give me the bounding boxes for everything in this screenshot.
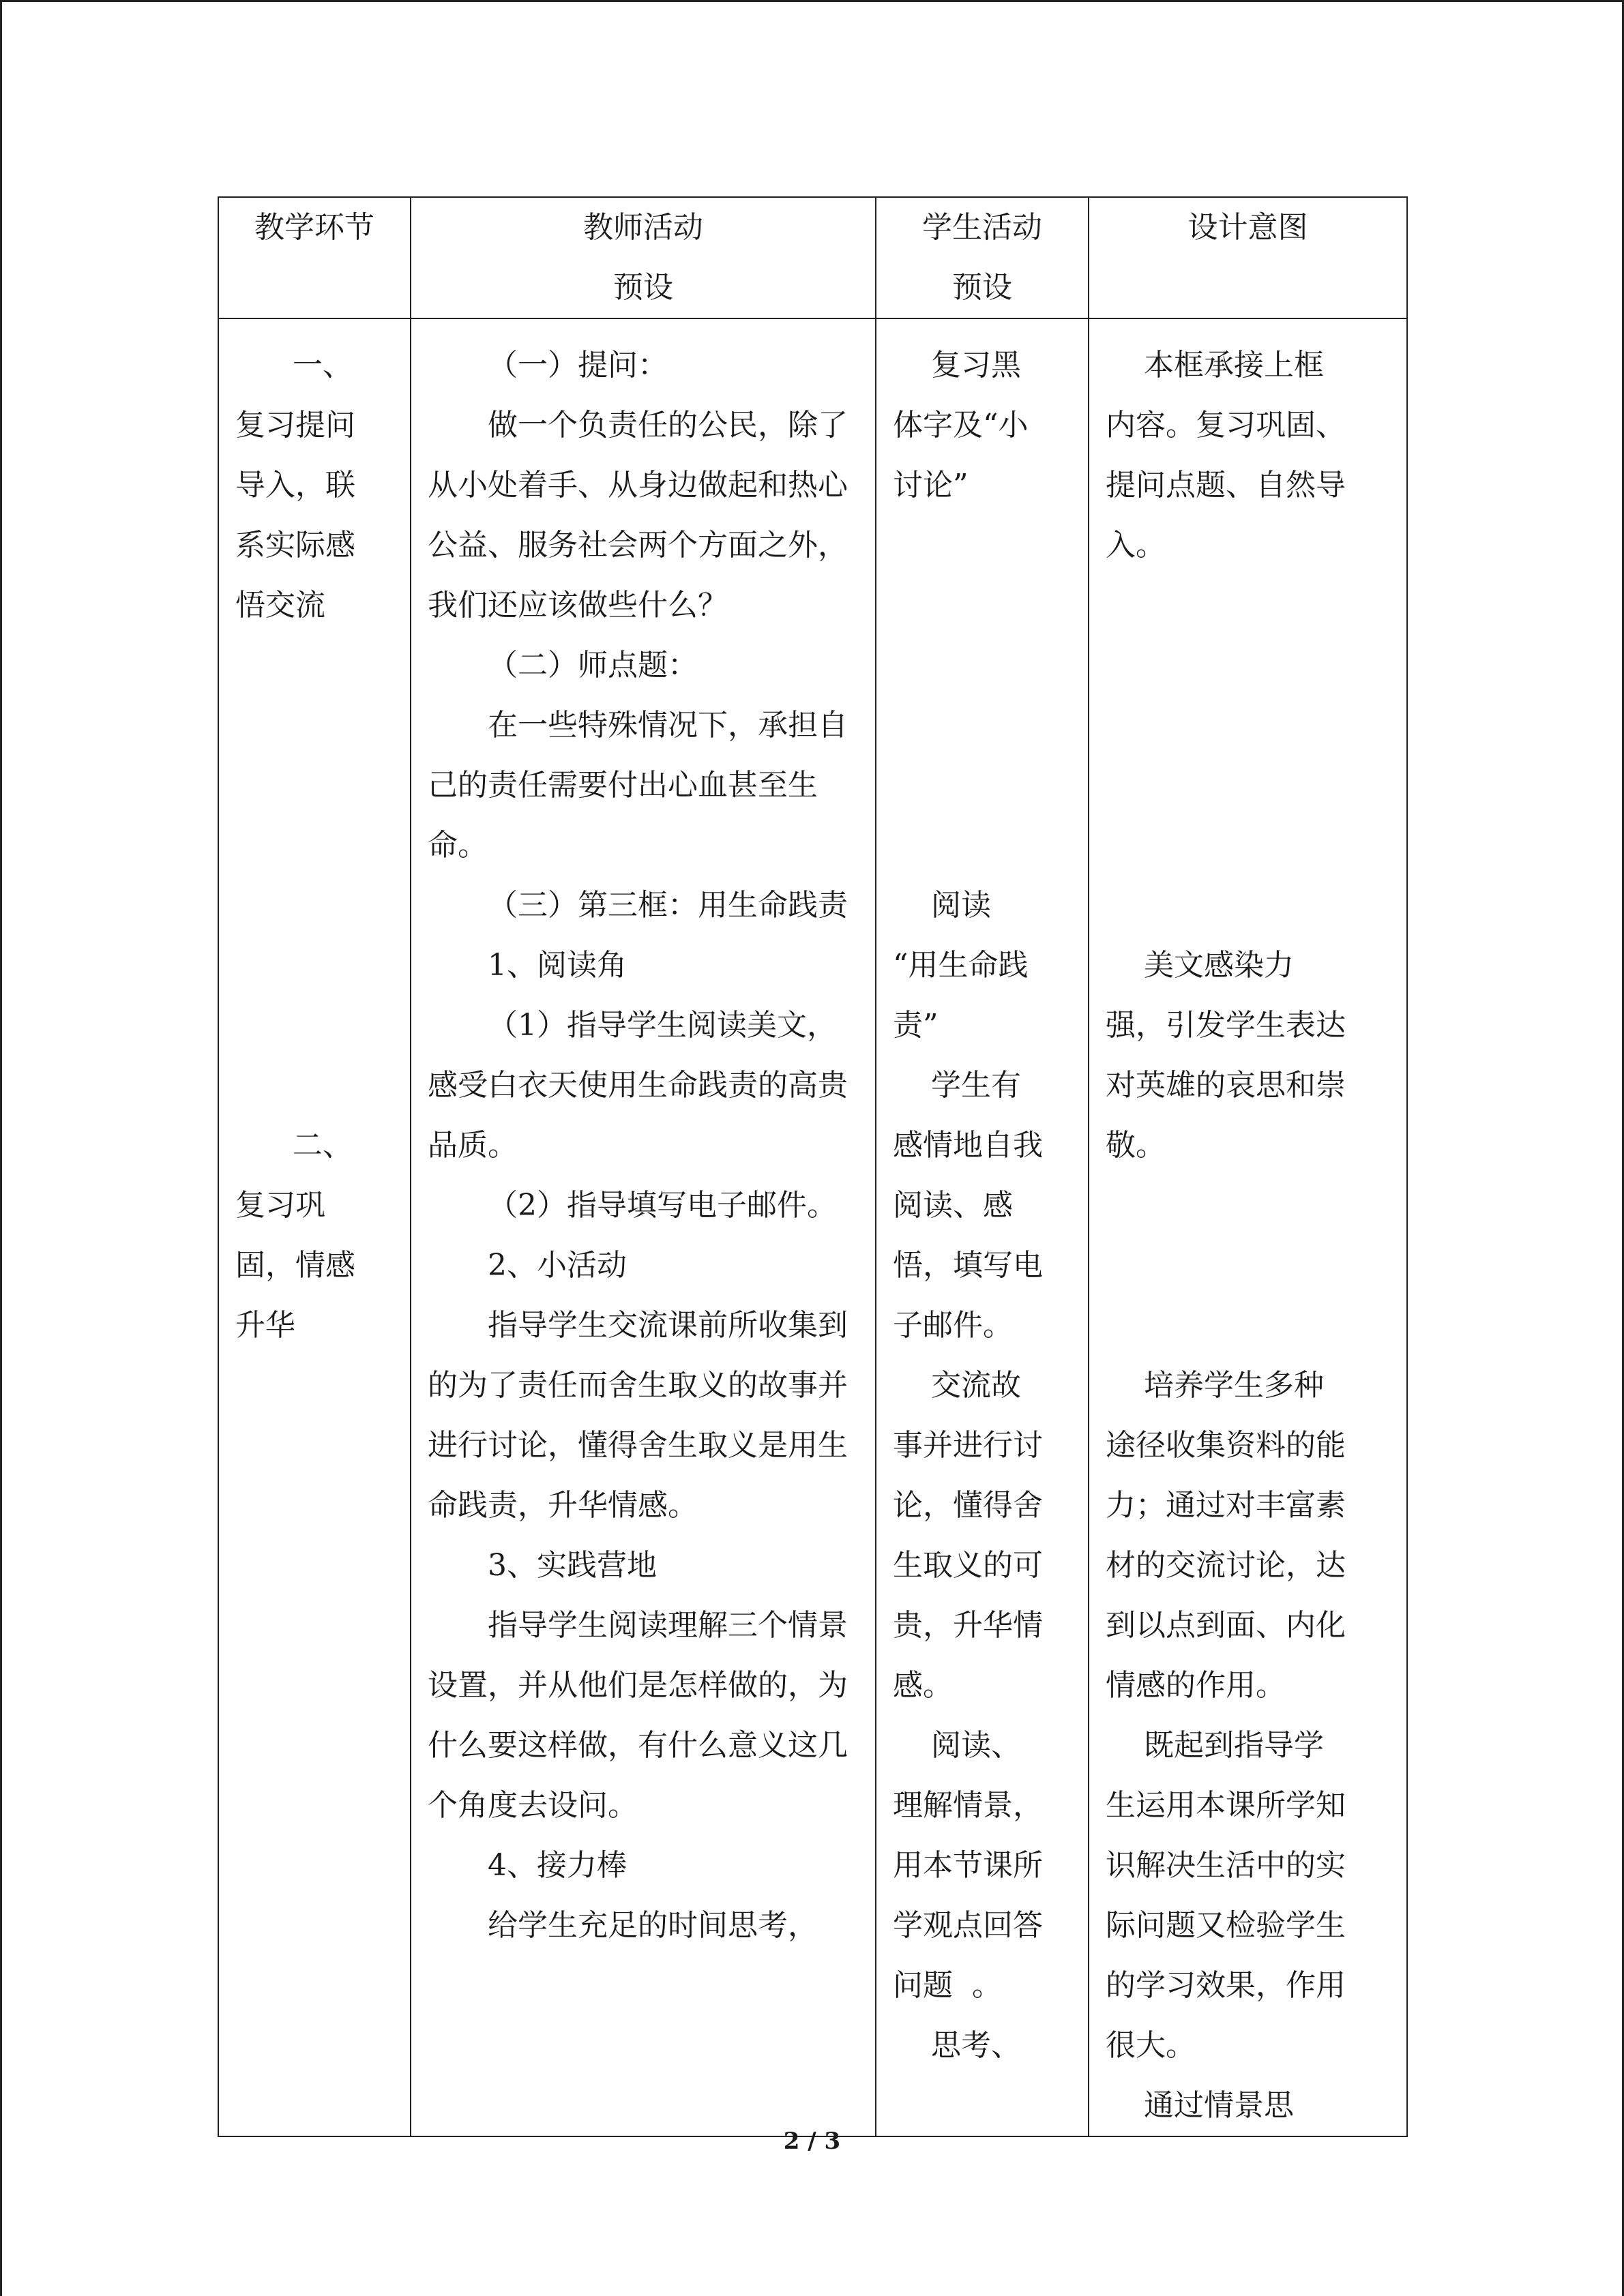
teacher-activity-paragraph: 指导学生交流课前所收集到的为了责任而舍生取义的故事并进行讨论，懂得舍生取义是用生命践责，升华情感。 bbox=[428, 1308, 848, 1523]
header-design-intent bbox=[1089, 197, 1407, 318]
teacher-activity-paragraph: 做一个负责任的公民，除了从小处着手、从身边做起和热心公益、服务社会两个方面之外，我们还应该做些什么？ bbox=[428, 408, 848, 623]
header-teacher-activity bbox=[411, 197, 876, 318]
page-top-border bbox=[0, 0, 1624, 2]
stage-text: 一、 复习提问 导入，联 系实际感 悟交流 二、 复习巩 固，情感 升华 bbox=[235, 348, 355, 1343]
page-left-border bbox=[0, 0, 2, 2296]
design-intent-text: 本框承接上框 内容。复习巩固、 提问点题、自然导 入。 美文感染力 强，引发学生表达 对英雄的哀思和崇 敬。 培养学生多种 途径收集资料的能 力；通过对丰富素 材的交流讨论，达 到以点到面、内化 情感的作用。 既起到指导学 生运用本课所学知 识解决生活中的实 际问题又检验学生 的学习效果，作用 很大。 通过情景思 bbox=[1106, 348, 1346, 2123]
teacher-activity-paragraph: 在一些特殊情况下，承担自己的责任需要付出心血甚至生命。 bbox=[428, 708, 848, 863]
stage-cell bbox=[218, 318, 411, 2136]
teacher-activity-paragraph: （一）提问： bbox=[488, 348, 668, 383]
page-number: 2 / 3 bbox=[783, 2128, 841, 2155]
teacher-activity-cell bbox=[411, 318, 876, 2136]
teacher-activity-paragraph: 4、接力棒 bbox=[488, 1848, 627, 1883]
teacher-activity-text bbox=[411, 319, 875, 1956]
header-student-activity bbox=[876, 197, 1089, 318]
teacher-activity-paragraph: 2、小活动 bbox=[488, 1248, 627, 1283]
student-activity-cell bbox=[876, 318, 1089, 2136]
teacher-activity-paragraph: 给学生充足的时间思考， bbox=[488, 1908, 818, 1943]
header-design-intent-text: 设计意图 bbox=[1187, 210, 1308, 245]
header-teacher-activity-text: 教师活动 预设 bbox=[583, 210, 703, 305]
student-activity-text: 复习黑 体字及“小 讨论” 阅读 “用生命践 责” 学生有 感情地自我 阅读、感 悟，填写电 子邮件。 交流故 事并进行讨 论，懂得舍 生取义的可 贵，升华情 感。 阅读、 理解情景， 用本节课所 学观点回答 问题 。 思考、 bbox=[893, 348, 1043, 2063]
table-header-row bbox=[218, 197, 1407, 318]
teacher-activity-paragraph: （二）师点题： bbox=[488, 648, 698, 683]
teacher-activity-paragraph: （2）指导填写电子邮件。 bbox=[488, 1188, 837, 1223]
header-teaching-stage-text: 教学环节 bbox=[254, 210, 374, 245]
teacher-activity-paragraph: （三）第三框：用生命践责 bbox=[488, 888, 848, 923]
teacher-activity-paragraph: 3、实践营地 bbox=[488, 1548, 657, 1583]
teacher-activity-paragraph: 指导学生阅读理解三个情景设置，并从他们是怎样做的，为什么要这样做，有什么意义这几个角度去设问。 bbox=[428, 1608, 848, 1823]
design-intent-cell bbox=[1089, 318, 1407, 2136]
lesson-plan-table bbox=[218, 196, 1408, 2137]
teacher-activity-paragraph: 1、阅读角 bbox=[488, 948, 627, 983]
header-student-activity-text: 学生活动 预设 bbox=[922, 210, 1042, 305]
teacher-activity-paragraph: （1）指导学生阅读美文，感受白衣天使用生命践责的高贵品质。 bbox=[428, 1008, 848, 1163]
header-teaching-stage bbox=[218, 197, 411, 318]
table-body-row bbox=[218, 318, 1407, 2136]
